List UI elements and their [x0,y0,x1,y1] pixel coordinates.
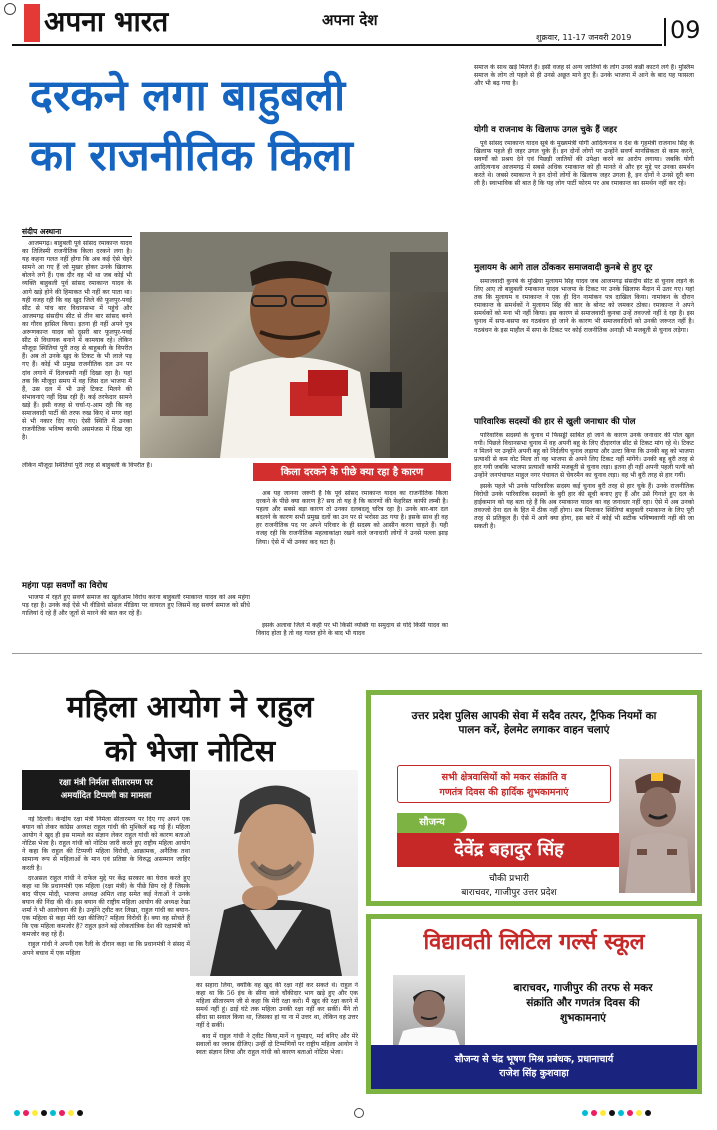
masthead-logo [24,4,40,42]
school-manager-illustration [393,975,465,1049]
rahul-paragraph: दरअसल राहुल गांधी ने राफेल मुद्दे पर केंद्र सरकार का घेराव करते हुए कहा था कि प्रधानमंत्री एक महिला (रक्षा मंत्री) के पीछे छिप रहे हैं जिसके बाद पीएम मोदी, भाजपा अध्यक्ष अमित शाह समेत कई नेताओं ने उनके बयान की निंदा की थी। इस बयान की राष्ट्रीय महिला आयोग की अध्यक्ष रेखा शर्मा ने भी आलोचना की है। उन्होंने ट्वीट कर लिखा, राहुल गांधी का बयान- एक महिला से कहा मेरी रक्षा कीजिए? महिला विरोधी है। क्या वह सोचते हैं कि एक महिला कमजोर है? राहुल इतने बड़े लोकतांत्रिक देश की रक्षामंत्री को कमजोर कह रहे हैं। [22,874,190,939]
school-ad-title: विद्यावती लिटिल गर्ल्स स्कूल [423,930,645,955]
col3-top-paragraph: समाज के साथ खड़े मिलते हैं। इसी वजह से अन्य जातियों के लोग उनसे कन्नी काटने लगे हैं। मुस्लिम समाज के लोग तो पहले से ही उनसे अछूत माने हुए हैं। उनके भाजपा में आने के बाद यह फासला और भी बढ़ गया है। [474,64,694,88]
rahul-kicker [22,770,190,810]
main-photo [140,232,448,458]
main-body-paragraph: आजमगढ़। बाहुबली पूर्व सांसद रमाकान्त यादव का तिलिस्मी राजनीतिक किला दरकने लगा है। यह कहना गलत नहीं होगा कि अब कई ऐसे चेहरे सामने आ गए हैं जो मुखर होकर उनके खिलाफ बोलने लगे हैं। एक दौर वह भी था जब कोई भी व्यक्ति बाहुबली पूर्व सांसद रमाकान्त यादव के आगे खड़े होने की हिमाकत भी नहीं कर पाता था। यही वजह रही कि वह खुद जिले की फूलपुर-पवई सीट से पांच बार विधानसभा में पहुंचे और आजमगढ़ संसदीय सीट से तीन बार सांसद बनने का गौरव हासिल किया। इतना ही नहीं अपने पुत्र अरूणकान्त यादव को दूसरी बार फूलपुर-पवई सीट से विधायक बनाने में कामयाब रहे। लेकिन मौजूदा स्थितियां पूरी तरह से बाहुबली के विपरीत हैं। अब तो उनके खुद के टिकट के भी लाले पड़ गए हैं। कोई भी प्रमुख राजनीतिक दल उन पर दांव लगाने में दिलचस्पी नहीं दिखा रहा है। यहां तक कि मौजूदा समय में वह जिस दल भाजपा में हैं, उस दल में भी उन्हें टिकट मिलने की संभावनाएं नहीं दिख रही हैं। कई तरफेदार सामने खड़े हैं। इसी वजह से चर्चा-ए-आम रही कि वह समाजवादी पार्टी की तरफ रुख किए थे मगर वहां से भी नकार दिए गए। ऐसी स्थिति में उनका राजनीतिक भविष्य काफी असमंजस में दिख रहा है। [22,240,132,442]
rahul-body-bottom [196,982,358,1078]
photo-caption-text: किला दरकने के पीछे क्या रहा है कारण [280,467,424,478]
school-ad-courtesy: सौजन्य से चंद्र भूषण मिश्र प्रबंधक, प्रधानाचार्य [454,1054,614,1065]
color-registration-left [14,1110,83,1116]
rahul-headline-line1: महिला आयोग ने राहुल [66,690,314,725]
police-ad-name-box [397,833,621,867]
police-ad-courtesy-text: सौजन्य [419,817,445,828]
subhead-yogi: योगी व राजनाथ के खिलाफ उगल चुके हैं जहर [474,125,617,135]
school-ad-footer [371,1045,697,1089]
rahul-kicker-line2: अमर्यादित टिप्पणी का मामला [60,791,152,801]
school-ad [366,914,702,1094]
rahul-paragraph: राहुल गांधी ने अपनी एक रैली के दौरान कहा था कि प्रधानमंत्री ने संसद में अपने बचाव में एक महिला [22,941,190,957]
police-ad-name: देवेंद्र बहादुर सिंह [454,839,564,860]
yogi-body [474,140,694,258]
registration-mark [4,3,16,15]
masthead-brand: अपना भारत [44,5,169,38]
police-ad-headline-line2: पालन करें, हेलमेट लगाकर वाहन चलाएं [458,724,610,736]
school-ad-message [471,981,695,1026]
reason-body [256,490,448,618]
police-ad-headline-line1: उत्तर प्रदेश पुलिस आपकी सेवा में सदैव तत्पर, ट्रैफिक नियमों का [411,710,657,722]
bottom-right-paragraph: इसके अलावा जिले में कहीं पर भी किसी व्यक्ति या समुदाय से यदि किसी यादव का विवाद होता है तो वह गलत होने के बाद भी यादव [256,622,448,638]
police-ad-designation: चौकी प्रभारी [489,874,529,884]
opposition-body [22,594,250,642]
byline-rule [22,236,132,237]
rahul-paragraph: का सहारा लिया, क्योंकि वह खुद की रक्षा नहीं कर सकते थे। राहुल ने कहा था कि 56 इंच के सीना वाले चौकीदार भाग खड़े हुए और एक महिला सीतारमण जी से कहा कि मेरी रक्षा करो। मैं खुद की रक्षा करने में समर्थ नहीं हूं। ढाई घंटे तक महिला उनकी रक्षा नहीं कर सकीं। मैंने तो सीधा सा सवाल किया था, जिसका हां या ना में उत्तर था, लेकिन वह उत्तर नहीं दे सकीं। [196,982,358,1030]
rahul-portrait-illustration [190,770,358,976]
color-registration-right [582,1110,651,1116]
subhead-mulayam: मुलायम के आगे ताल ठोंककर समाजवादी कुनबे से हुए दूर [474,263,653,273]
main-headline-line2: का राजनीतिक किला [30,131,353,181]
main-headline [30,66,440,186]
rahul-body-top [22,816,190,1078]
school-ad-manager: राजेश सिंह कुशवाहा [499,1068,569,1079]
police-officer-illustration [619,759,695,893]
police-officer-photo [619,759,695,893]
main-body-paragraph-continued: लेकिन मौजूदा स्थितियां पूरी तरह से बाहुबली के विपरीत हैं। [22,462,153,469]
rahul-headline-line2: को भेजा नोटिस [104,734,276,769]
yogi-paragraph: पूर्व सांसद रमाकान्त यादव सूबे के मुख्यमंत्री योगी आदित्यनाथ व देश के गृहमंत्री राजनाथ सिंह के खिलाफ पहले ही जहर उगल चुके हैं। इन दोनों लोगों पर उन्होंने सवर्ण मानसिकता से काम करने, सवर्णों को प्रश्रय देने एवं पिछड़ी जातियों की उपेक्षा करने का आरोप लगाया। जबकि योगी आदित्यनाथ आजमगढ़ में सबसे अधिक रमाकान्त को ही मानते थे और हर मुद्दे पर उनका समर्थन करते थे। जबसे रमाकान्त ने इन दोनों लोगों के खिलाफ जहर उगला है, इन दोनों ने उनसे दूरी बना ली है। स्वाभाविक सी बात है कि यह लोग पार्टी फोरम पर अब रमाकान्त का समर्थन नहीं कर रहे। [474,140,694,188]
photo-caption-box [252,462,452,482]
rahul-paragraph: नई दिल्ली। केन्द्रीय रक्षा मंत्री निर्मला सीतारमण पर दिए गए अपने एक बयान को लेकर कांग्रेस अध्यक्ष राहुल गांधी की मुश्किलें बढ़ गई हैं। महिला आयोग ने खुद ही इस मामले का संज्ञान लेकर राहुल गांधी को कारण बताओ नोटिस भेजा है। राहुल गांधी को नोटिस जारी करते हुए राष्ट्रीय महिला आयोग ने कहा कि राहुल की टिप्पणी महिला विरोधी, आक्रामक, अनैतिक तथा सामान्य रूप से महिलाओं के मान एवं प्रतिष्ठा के विरुद्ध असम्मान जाहिर करती है। [22,816,190,872]
police-ad-greeting-line2: गणतंत्र दिवस की हार्दिक शुभकामनाएं [439,787,569,798]
registration-mark-bottom [354,1108,364,1118]
header-rule [12,44,662,46]
mulayam-paragraph: समाजवादी कुनबे के मुखिया मुलायम सिंह यादव जब आजमगढ़ संसदीय सीट से चुनाव लड़ने के लिए आए तो बाहुबली रमाकान्त यादव भाजपा के टिकट पर उनके खिलाफ मैदान में उतर गए। यहां तक कि मुलायम व रमाकान्त ने एक ही दिन नामांकन पत्र दाखिल किया। नामांकन के दौरान रमाकान्त के समर्थकों ने मुलायम सिंह की कार के बोनट को जमकर ठोका। रमाकान्त ने अपने समर्थकों को मना भी नहीं किया। इस कारण से समाजवादी कुनबा उन्हें तवज्जो नहीं दे रहा है। इस चुनाव में सपा-बसपा का गठबंधन हो जाने के कारण भी समाजवादियों को उनकी जरूरत नहीं है। गठबंधन के इस माहौल में सपा के टिकट पर कोई राजनीतिक अनाड़ी भी मजबूती से चुनाव लड़ेगा। [474,278,694,334]
man-portrait-illustration [140,232,448,458]
family-paragraph: इसके पहले भी उनके पारिवारिक सदस्य कई चुनाव बुरी तरह से हार चुके हैं। उनके राजनीतिक विरोधी उनके पारिवारिक सदस्यों के बुरी हार की सूची बनाए हुए हैं और उसे गिनाते हुए दल के हाईकमान को यह बता रहे हैं कि अब रमाकान्त यादव का वह जनाधार नहीं रहा। ऐसे में अब उनको तवज्जो देना दल के हित में ठीक नहीं होगा। सब मिलाकर स्थितियां बाहुबली रमाकान्त के लिए पूरी तरह से प्रतिकूल हैं। ऐसे में आगे क्या होगा, इस बारे में कोई भी सटीक भविष्यवाणी नहीं की जा सकती है। [474,482,694,531]
section-name: अपना देश [322,11,378,29]
police-ad [366,690,702,906]
police-ad-courtesy [397,813,467,833]
rahul-photo [190,770,358,976]
school-ad-line1: बाराचवर, गाजीपुर की तरफ से मकर [513,982,653,994]
byline: संदीप अस्थाना [22,227,62,236]
school-ad-line3: शुभकामनाएं [560,1012,606,1024]
rahul-paragraph: बाद में राहुल गांधी ने ट्वीट किया,मार्ने न घुमाइए, मर्द बनिए और मेरे सवालों का जवाब दीजिए। उन्हीं दो टिप्पणियों पर राष्ट्रीय महिला आयोग ने स्वतः संज्ञान लिया और राहुल गांधी को कारण बताओ नोटिस भेजा। [196,1032,358,1056]
police-ad-greeting [397,765,611,803]
police-ad-headline [377,709,691,737]
main-body-center-continued [22,462,250,575]
rahul-headline [30,686,350,774]
page-number: 09 [670,16,701,44]
family-body [474,432,694,646]
subhead-family: पारिवारिक सदस्यों की हार से खुली जनाधार की पोल [474,417,636,427]
main-headline-line1: दरकने लगा बाहुबली [30,71,346,121]
main-body-left [22,240,132,460]
col3-top-body [474,64,694,122]
issue-date: शुक्रवार, 11-17 जनवरी 2019 [536,33,632,42]
reason-paragraph: अब यह जानना जरूरी है कि पूर्व सांसद रमाकान्त यादव का राजनीतिक किला दरकने के पीछे क्या कारण है? सच तो यह है कि कारणों की फेहरिस्त काफी लम्बी है। पहला और सबसे बड़ा कारण तो उनका दलबदलू चरित्र रहा है। उनके बार-बार दल बदलने के कारण सभी प्रमुख दलों का उन पर से भरोसा उठ गया है। इसके साथ ही वह हर राजनीतिक पद पर अपने परिवार के ही सदस्य को आसीन करना चाहते हैं। यही वजह रही कि राजनीतिक महत्वाकांक्षा रखने वाले जनाधारी लोगों ने उनसे पल्ला झाड़ लिया। ऐसे में भी उनका कद घटा है। [256,490,448,546]
police-ad-greeting-line1: सभी क्षेत्रवासियों को मकर संक्रांति व [441,772,567,783]
opposition-paragraph: भाजपा में रहते हुए सवर्ण समाज का खुलेआम विरोध करना बाहुबली रमाकान्त यादव को अब महंगा पड़ रहा है। उनके कई ऐसे भी वीडियो सोशल मीडिया पर वायरल हुए जिसमें वह सवर्ण समाज को सीधे गालियां दे रहे हैं और जूतों से मारने की बात कर रहे हैं। [22,594,250,618]
subhead-opposition: महंगा पड़ा सवर्णों का विरोध [22,581,108,591]
section-rule [12,653,702,654]
rahul-kicker-line1: रक्षा मंत्री निर्मला सीतारमण पर [59,778,153,788]
family-paragraph: पारिवारिक सदस्यों के चुनाव में फिसड्डी साबित हो जाने के कारण उनके जनाधार की पोल खुल गयी। पिछले विधानसभा चुनाव में वह अपनी बहू के लिए दीदारगंज सीट से टिकट मांग रहे थे। टिकट न मिलने पर उन्होंने अपनी बहू को निर्दलीय चुनाव लड़ाया और उल्टा किया कि उनकी बहू को भाजपा प्रत्याशी से कम वोट मिला तो वह भाजपा से अपने लिए टिकट नहीं मांगेंगे। उनकी बहू बुरी तरह से हार गयी जबकि भाजपा प्रत्याशी काफी मजबूती से चुनाव लड़ा। इतना ही नहीं अपनी पहली पत्नी को उन्होंने जनपंचायत माहुल नगर पंचायत से चेयरमैन का चुनाव लड़ा। वह भी बुरी तरह से हार गयीं। [474,432,694,480]
school-manager-photo [393,975,465,1049]
police-ad-location: बाराचवर, गाजीपुर उत्तर प्रदेश [461,888,557,898]
mulayam-body [474,278,694,396]
header-divider [664,18,666,46]
school-ad-line2: संक्रांति और गणतंत्र दिवस की [526,997,640,1009]
bottom-right-body [256,622,448,646]
